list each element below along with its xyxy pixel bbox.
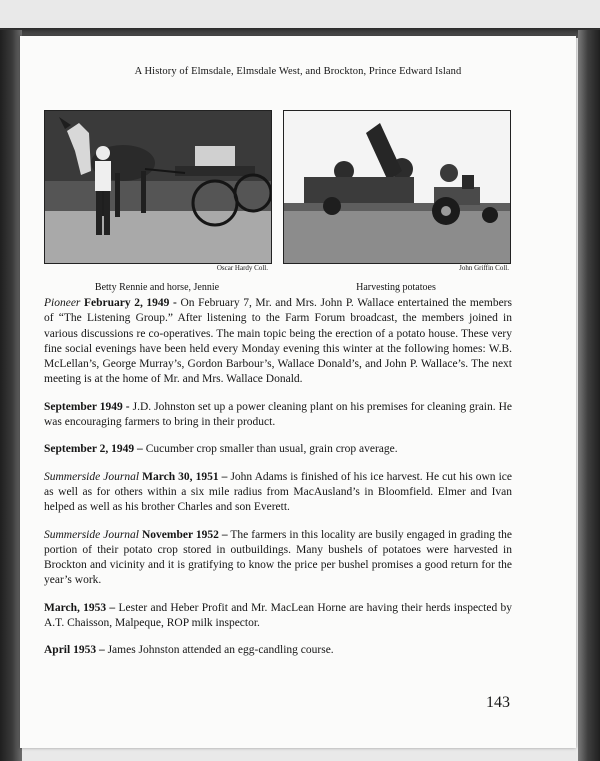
entry-date: September 2, 1949 – <box>44 443 143 456</box>
photo-credit-right: John Griffin Coll. <box>459 264 509 272</box>
entry-february-1949 <box>44 296 512 388</box>
entry-date: September 1949 - <box>44 400 130 413</box>
harvest-photo-image <box>284 111 510 263</box>
entry-text: Lester and Heber Profit and Mr. MacLean Horne are having their herds inspected by A.T. Chaisson, Malpeque, ROP milk inspector. <box>44 601 512 630</box>
entry-november-1952 <box>44 528 512 589</box>
book-spine-left <box>0 30 22 761</box>
entry-date: April 1953 – <box>44 644 105 657</box>
entry-text: J.D. Johnston set up a power cleaning plant on his premises for cleaning grain. He was encouraging farmers to bring in their product. <box>44 400 513 429</box>
entry-source: Summerside Journal <box>44 470 140 483</box>
entry-text: James Johnston attended an egg-candling course. <box>107 644 334 657</box>
book-spine-right <box>578 30 600 761</box>
entry-date: March, 1953 – <box>44 601 116 614</box>
photo-horse-and-buggy <box>44 110 272 264</box>
photo-harvesting-potatoes <box>283 110 511 264</box>
entry-date: March 30, 1951 – <box>142 470 228 483</box>
running-header: A History of Elmsdale, Elmsdale West, and Brockton, Prince Edward Island <box>134 66 462 77</box>
entry-date: November 1952 – <box>141 528 228 541</box>
book-page <box>20 36 576 748</box>
entry-september-1949 <box>44 400 512 431</box>
entry-date: February 2, 1949 - <box>84 297 177 309</box>
photo-credit-left: Oscar Hardy Coll. <box>216 264 268 272</box>
page-number: 143 <box>486 694 510 711</box>
entry-source: Pioneer <box>44 297 81 309</box>
entry-text: The farmers in this locality are busily engaged in grading the portion of their potato crop stored in outbuildings. Many bushels of potatoes were harvested in Brockton and vicinity and it is gratifying to know the price per bushel promises a good return for the year’s work. <box>44 528 512 587</box>
photo-caption-right: Harvesting potatoes <box>356 282 436 293</box>
entry-text: John Adams is finished of his ice harvest. He cut his own ice as well as for others within a six mile radius from MacAusland’s in Bloomfield. Elmer and Ivan helped as well as his brother Charles and son Everett. <box>44 470 513 514</box>
entry-march-1951 <box>44 470 512 516</box>
entry-source: Summerside Journal <box>44 528 139 541</box>
entry-text: On February 7, Mr. and Mrs. John P. Wallace entertained the members of “The Listening Group.” After listening to the Farm Forum broadcast, the members joined in various discussions re co-operatives. The main topic being the erection of a potato house. These very fine social evenings have been held every Monday evening this winter at the following homes: W.B. McLellan’s, George Murray’s, Gordon Barbour’s, Wallace Donald’s, and John P. Wallace’s. The next meeting is at the home of Mr. and Mrs. Wallace Donald. <box>44 297 512 386</box>
entry-text: Cucumber crop smaller than usual, grain crop average. <box>145 443 398 456</box>
journal-entries <box>44 296 512 671</box>
photo-caption-left: Betty Rennie and horse, Jennie <box>94 282 220 293</box>
entry-april-1953 <box>44 643 512 658</box>
horse-photo-image <box>45 111 271 263</box>
entry-march-1953 <box>44 601 512 632</box>
entry-september-2-1949 <box>44 442 512 457</box>
